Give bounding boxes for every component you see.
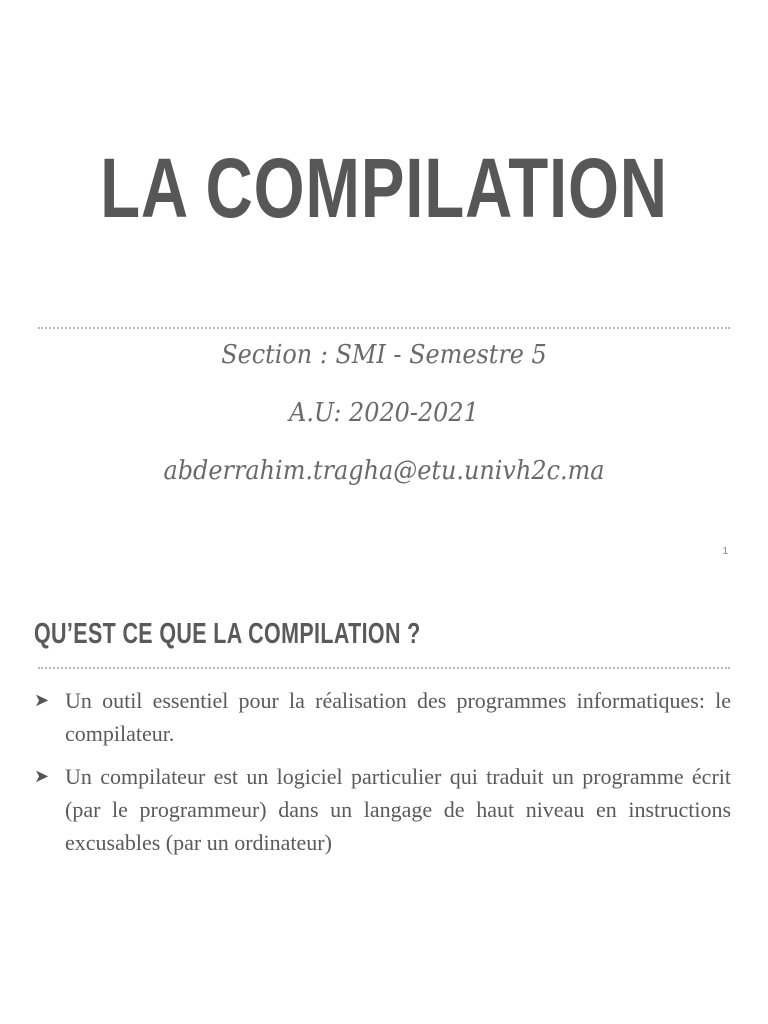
bullet-item xyxy=(34,760,731,859)
arrowhead-bullet-icon: ➤ xyxy=(34,690,50,710)
academic-year-subtitle: A.U: 2020-2021 xyxy=(289,398,479,428)
slide-title: LA COMPILATION xyxy=(100,141,668,235)
bullet-list xyxy=(34,684,731,869)
arrowhead-bullet-icon: ➤ xyxy=(34,766,50,786)
section-subtitle: Section : SMI - Semestre 5 xyxy=(221,340,547,370)
content-slide xyxy=(0,580,768,1024)
bullet-text: Un compilateur est un logiciel particulier qui traduit un programme écrit (par le programmeur) dans un langage de haut niveau en instructions excusables (par un ordinateur) xyxy=(65,764,731,855)
slide-heading: QU’EST CE QUE LA COMPILATION ? xyxy=(34,618,421,650)
bullet-item xyxy=(34,684,731,750)
bullet-text: Un outil essentiel pour la réalisation des programmes informatiques: le compilateur. xyxy=(65,688,731,746)
dotted-divider xyxy=(38,327,730,329)
author-email: abderrahim.tragha@etu.univh2c.ma xyxy=(163,456,605,486)
page-number: 1 xyxy=(722,546,728,557)
dotted-divider xyxy=(38,667,730,669)
